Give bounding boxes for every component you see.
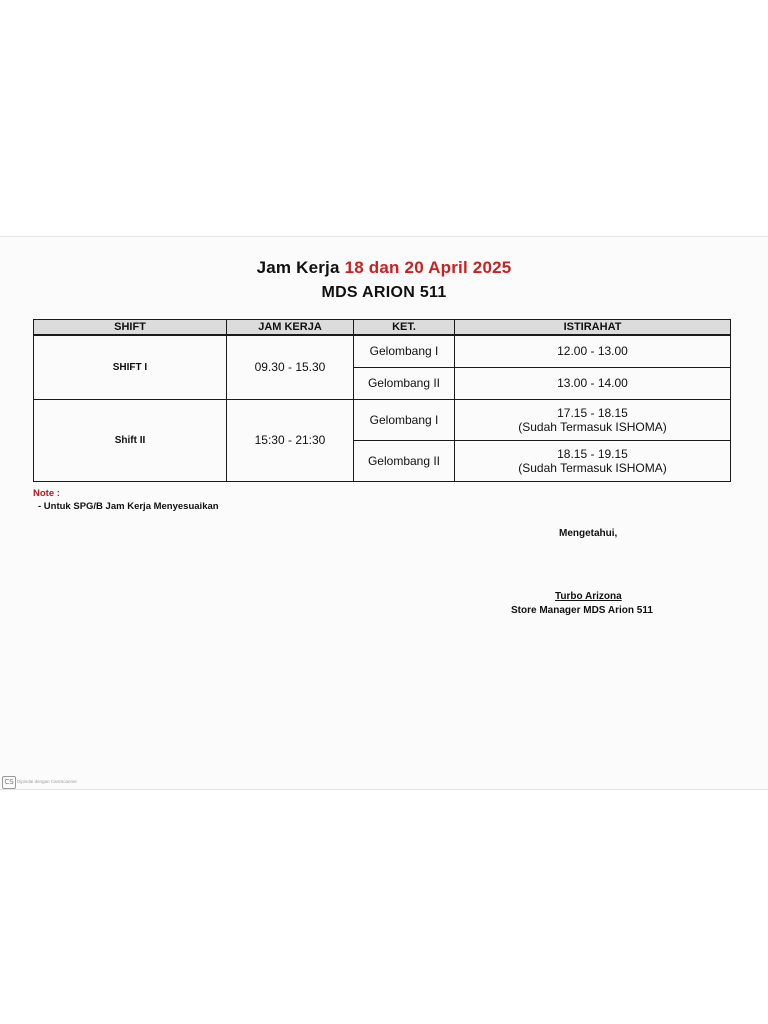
shift-hours: 15:30 - 21:30	[227, 399, 354, 481]
break-time: 12.00 - 13.00	[455, 335, 731, 367]
scanner-watermark: Dipindai dengan CamScanner	[17, 779, 78, 784]
signature-role: Store Manager MDS Arion 511	[511, 605, 653, 616]
break-time: 13.00 - 14.00	[455, 367, 731, 399]
shift-hours: 09.30 - 15.30	[227, 335, 354, 399]
header-ket: KET.	[354, 320, 455, 336]
title-date: 18 dan 20 April 2025	[344, 258, 512, 277]
shift-name: SHIFT I	[34, 335, 227, 399]
break-note: (Sudah Termasuk ISHOMA)	[518, 460, 667, 475]
signature-acknowledged: Mengetahui,	[559, 528, 618, 539]
break-cell	[455, 399, 731, 440]
camscanner-logo-icon: CS	[2, 776, 16, 789]
note-label: Note :	[33, 488, 60, 499]
note-item: - Untuk SPG/B Jam Kerja Menyesuaikan	[38, 501, 219, 512]
header-jam-kerja: JAM KERJA	[227, 320, 354, 336]
wave-label: Gelombang I	[354, 399, 455, 440]
header-shift: SHIFT	[34, 320, 227, 336]
break-note: (Sudah Termasuk ISHOMA)	[518, 419, 667, 434]
table-header-row	[34, 320, 731, 336]
break-time: 18.15 - 19.15	[557, 446, 628, 461]
table-row	[34, 335, 731, 367]
wave-label: Gelombang I	[354, 335, 455, 367]
schedule-table	[33, 319, 731, 482]
table-row	[34, 399, 731, 440]
wave-label: Gelombang II	[354, 367, 455, 399]
header-istirahat: ISTIRAHAT	[455, 320, 731, 336]
document-subtitle: MDS ARION 511	[321, 284, 447, 301]
wave-label: Gelombang II	[354, 440, 455, 481]
title-prefix: Jam Kerja	[256, 258, 340, 277]
break-time: 17.15 - 18.15	[557, 405, 628, 420]
shift-name: Shift II	[34, 399, 227, 481]
document-title	[0, 258, 768, 278]
break-cell	[455, 440, 731, 481]
signature-name: Turbo Arizona	[555, 591, 622, 602]
